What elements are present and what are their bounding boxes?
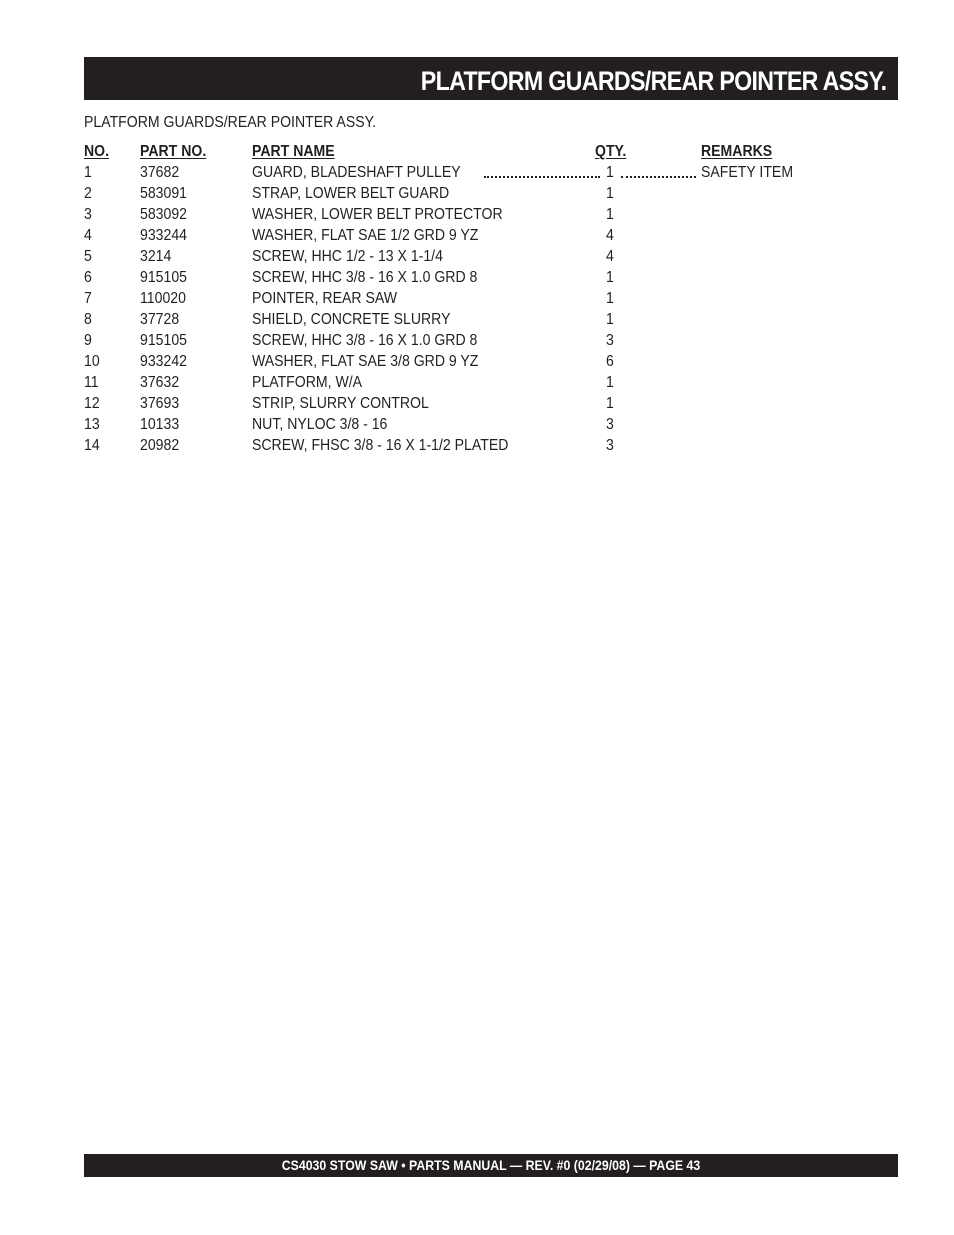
cell-no: 13 [84,416,100,433]
cell-part-no: 583091 [140,185,187,202]
cell-qty: 1 [606,395,614,412]
cell-part-no: 37693 [140,395,180,412]
cell-part-no: 583092 [140,206,187,223]
cell-no: 1 [84,164,92,181]
cell-remarks: SAFETY ITEM [701,164,794,181]
cell-no: 14 [84,437,100,454]
cell-part-no: 37682 [140,164,180,181]
column-header-remarks: REMARKS [701,143,773,160]
cell-no: 7 [84,290,92,307]
table-row [84,330,824,351]
cell-qty: 3 [606,437,614,454]
cell-no: 9 [84,332,92,349]
cell-part-no: 37632 [140,374,180,391]
cell-qty: 1 [606,206,614,223]
page-title: PLATFORM GUARDS/REAR POINTER ASSY. [420,66,886,96]
cell-part-name: POINTER, REAR SAW [252,290,397,307]
cell-qty: 1 [606,164,614,181]
cell-part-no: 933244 [140,227,187,244]
cell-part-name: STRIP, SLURRY CONTROL [252,395,429,412]
dot-leader [484,176,600,178]
cell-part-name: WASHER, FLAT SAE 1/2 GRD 9 YZ [252,227,479,244]
table-row [84,309,824,330]
table-header-row [84,141,824,162]
table-row [84,414,824,435]
cell-no: 3 [84,206,92,223]
table-row [84,372,824,393]
cell-part-no: 37728 [140,311,180,328]
cell-part-no: 915105 [140,269,187,286]
cell-part-no: 933242 [140,353,187,370]
cell-qty: 6 [606,353,614,370]
footer-text: CS4030 STOW SAW • PARTS MANUAL — REV. #0 (02/29/08) — PAGE 43 [281,1157,701,1173]
cell-part-name: SCREW, HHC 1/2 - 13 X 1-1/4 [252,248,443,265]
table-row [84,183,824,204]
cell-part-name: WASHER, FLAT SAE 3/8 GRD 9 YZ [252,353,479,370]
cell-qty: 1 [606,374,614,391]
cell-no: 5 [84,248,92,265]
cell-part-no: 10133 [140,416,180,433]
cell-part-name: SCREW, HHC 3/8 - 16 X 1.0 GRD 8 [252,269,478,286]
table-row [84,435,824,456]
cell-part-name: PLATFORM, W/A [252,374,363,391]
cell-part-name: SHIELD, CONCRETE SLURRY [252,311,451,328]
cell-qty: 1 [606,269,614,286]
cell-no: 11 [84,374,99,391]
cell-qty: 1 [606,185,614,202]
cell-part-name: STRAP, LOWER BELT GUARD [252,185,450,202]
table-row [84,162,824,183]
table-row [84,267,824,288]
cell-no: 4 [84,227,92,244]
cell-no: 6 [84,269,92,286]
column-header-no: NO. [84,143,110,160]
cell-no: 2 [84,185,92,202]
cell-no: 10 [84,353,100,370]
cell-qty: 1 [606,311,614,328]
cell-part-name: GUARD, BLADESHAFT PULLEY [252,164,461,181]
table-row [84,225,824,246]
cell-part-name: SCREW, FHSC 3/8 - 16 X 1-1/2 PLATED [252,437,509,454]
cell-part-no: 3214 [140,248,172,265]
column-header-part-name: PART NAME [252,143,335,160]
cell-part-no: 110020 [140,290,186,307]
footer-bar [84,1154,898,1177]
parts-list-table [84,141,824,456]
page-title-bar [84,57,898,100]
section-subtitle: PLATFORM GUARDS/REAR POINTER ASSY. [84,114,377,131]
cell-no: 8 [84,311,92,328]
table-row [84,393,824,414]
cell-qty: 4 [606,248,614,265]
cell-no: 12 [84,395,100,412]
cell-part-name: SCREW, HHC 3/8 - 16 X 1.0 GRD 8 [252,332,478,349]
table-row [84,246,824,267]
cell-part-name: WASHER, LOWER BELT PROTECTOR [252,206,503,223]
cell-part-no: 20982 [140,437,180,454]
cell-part-name: NUT, NYLOC 3/8 - 16 [252,416,388,433]
cell-part-no: 915105 [140,332,187,349]
cell-qty: 3 [606,416,614,433]
cell-qty: 3 [606,332,614,349]
column-header-part-no: PART NO. [140,143,207,160]
table-row [84,351,824,372]
table-body [84,162,824,456]
table-row [84,204,824,225]
dot-leader [621,176,696,178]
cell-qty: 4 [606,227,614,244]
column-header-qty: QTY. [595,143,627,160]
table-row [84,288,824,309]
cell-qty: 1 [606,290,614,307]
